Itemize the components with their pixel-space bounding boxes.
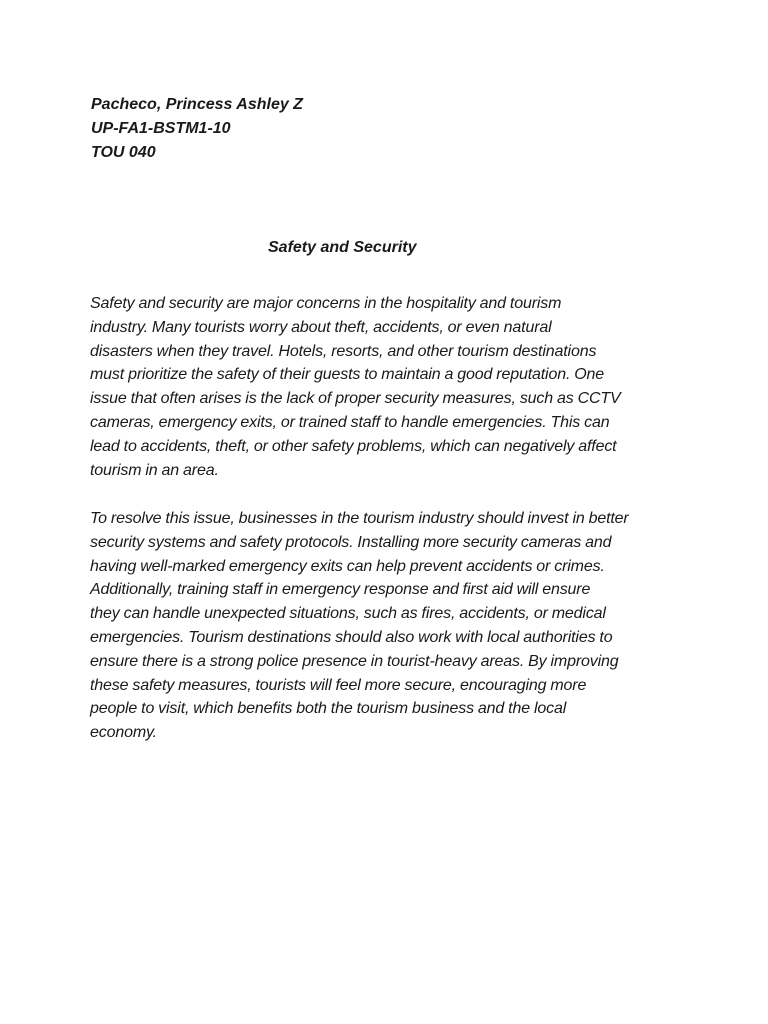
- document-title: Safety and Security: [268, 239, 417, 256]
- course-code: TOU 040: [91, 144, 156, 161]
- student-name: Pacheco, Princess Ashley Z: [91, 96, 303, 113]
- student-section: UP-FA1-BSTM1-10: [91, 120, 231, 137]
- body-paragraph-1: Safety and security are major concerns in the hospitality and tourism industry. Many tourists worry about theft, accidents, or even natural disasters when they travel. Hotels, resorts, and other tourism destinations must prioritize the safety of their guests to maintain a good reputation. One issue that often arises is the lack of proper security measures, such as CCTV cameras, emergency exits, or trained staff to handle emergencies. This can lead to accidents, theft, or other safety problems, which can negatively affect tourism in an area.: [90, 295, 621, 479]
- body-paragraph-2: To resolve this issue, businesses in the tourism industry should invest in better security systems and safety protocols. Installing more security cameras and having well-marked emergency exits can help prevent accidents or crimes. Additionally, training staff in emergency response and first aid will ensure they can handle unexpected situations, such as fires, accidents, or medical emergencies. Tourism destinations should also work with local authorities to ensure there is a strong police presence in tourist-heavy areas. By improving these safety measures, tourists will feel more secure, encouraging more people to visit, which benefits both the tourism business and the local economy.: [90, 510, 629, 742]
- author-header: [91, 93, 303, 165]
